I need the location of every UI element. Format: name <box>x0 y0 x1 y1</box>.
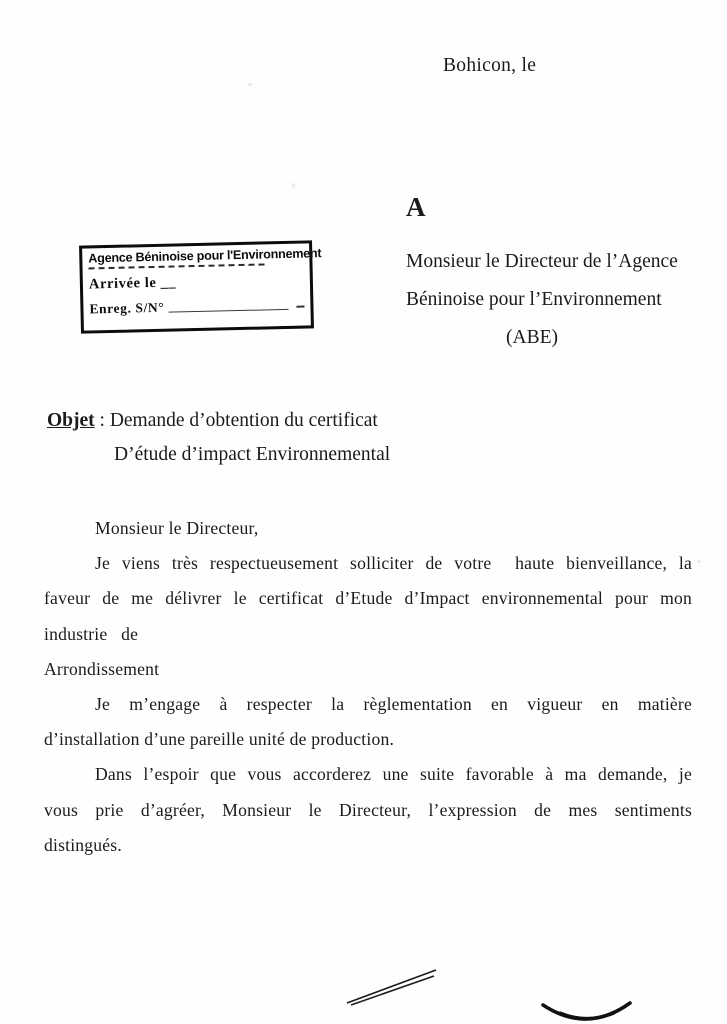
stamp-agency-name: Agence Béninoise pour l'Environnement <box>88 246 322 266</box>
scan-speck <box>697 560 701 563</box>
pen-stroke-curve <box>543 1003 630 1019</box>
stamp-arrivee-label: Arrivée le <box>88 274 157 293</box>
body-line: faveur de me délivrer le certificat d’Etude d’Impact environnemental pour mon <box>44 588 692 609</box>
subject-text: : Demande d’obtention du certificat <box>94 410 378 431</box>
stamp-dash-mark <box>296 306 304 308</box>
pen-stroke-diagonal-1 <box>347 970 436 1003</box>
stamp-arrivee-blank: __ <box>160 274 177 291</box>
stamp-arrivee-row <box>89 272 304 294</box>
subject-line-2: D’étude d’impact Environnemental <box>114 444 391 465</box>
subject-label: Objet <box>47 410 95 431</box>
recipient-line-2: Béninoise pour l’Environnement <box>406 289 662 310</box>
recipient-to-letter: A <box>406 192 427 222</box>
body-line: Dans l’espoir que vous accorderez une suite favorable à ma demande, je <box>95 764 692 785</box>
body-line: d’installation d’une pareille unité de production. <box>44 729 395 750</box>
body-line: vous prie d’agréer, Monsieur le Directeur, l’expression de mes sentiments <box>44 799 692 820</box>
body-salutation: Monsieur le Directeur, <box>95 518 259 538</box>
subject-block <box>47 410 547 466</box>
stamp-enreg-label: Enreg. S/N° <box>89 299 165 317</box>
body-line: Arrondissement <box>44 658 160 679</box>
recipient-abbreviation: (ABE) <box>506 327 558 348</box>
stamp-enreg-blank-line <box>168 309 288 313</box>
subject-line-1 <box>47 410 547 432</box>
scan-speck <box>292 183 295 188</box>
scan-speck <box>248 83 252 86</box>
body-line: Je viens très respectueusement solliciter de votre haute bienveillance, la <box>95 553 692 574</box>
body-closing-word: distingués. <box>44 834 122 855</box>
body-line: industrie de <box>44 623 139 644</box>
pen-stroke-diagonal-2 <box>351 976 434 1005</box>
stamp-enreg-row <box>89 297 304 318</box>
letter-body <box>44 511 692 863</box>
body-line: Je m’engage à respecter la règlementation en vigueur en matière <box>95 693 692 714</box>
recipient-block <box>406 192 706 357</box>
registration-stamp-box <box>79 240 322 333</box>
recipient-line-1: Monsieur le Directeur de l’Agence <box>406 251 678 272</box>
signature-pen-strokes <box>0 930 727 1024</box>
dateline: Bohicon, le <box>443 55 537 76</box>
